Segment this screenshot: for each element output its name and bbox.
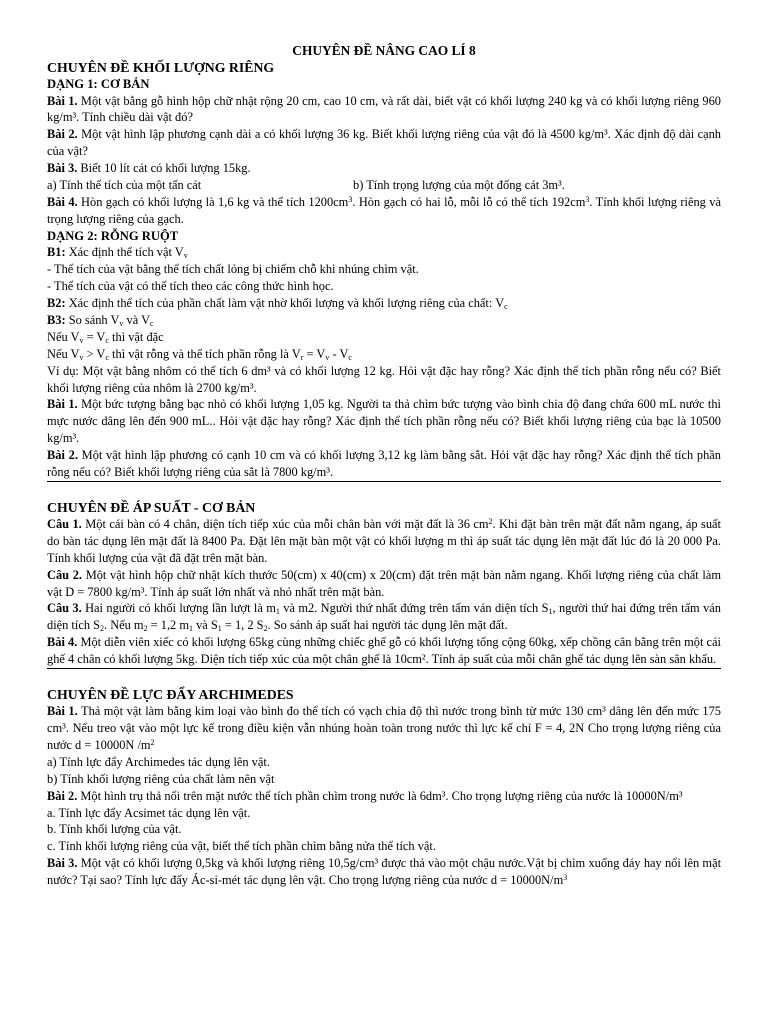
step-1-line-2: - Thể tích của vật có thể tích theo các công thức hình học. bbox=[47, 279, 334, 294]
section-gap bbox=[47, 669, 721, 686]
hollow-exercise-2: Bài 2. Một vật hình lập phương có cạnh 10 cm và có khối lượng 3,12 kg làm bằng sắt. Hỏi vật đặc hay rỗng? Xác định thể tích phần rỗng nếu có? Biết khối lượng riêng của sắt là 7800 kg/m³. bbox=[47, 447, 721, 482]
step-3: B3: So sánh $V_v$ và $V_c$ bbox=[47, 312, 154, 328]
archimedes-exercise-1: Bài 1. Thả một vật làm bằng kim loại vào bình đo thể tích có vạch chia độ thì nước trong bình từ mức 130 cm³ dâng lên đến mức 175 cm³. Nếu treo vật vào một lực kế trong điều kiện vẫn nhúng hoàn toàn trong nước thì lực kế chỉ F = 4, 2N Cho trọng lượng riêng của nước d = 10000N $/m^2$ bbox=[47, 704, 721, 752]
pressure-question-4: Bài 4. Một diễn viên xiếc có khối lượng 65kg cùng những chiếc ghế gỗ có khối lượng tổng cộng 60kg, xếp chồng cân bằng trên một cái ghế 4 chân có khối lượng 5kg. Diện tích tiếp xúc của một chân ghế là 10cm². Tính áp suất của mỗi chân ghế tác dụng lên sàn sân khấu. bbox=[47, 634, 721, 669]
pressure-question-1: Câu 1. Một cái bàn có 4 chân, diện tích tiếp xúc của mỗi chân bàn với mặt đất là 36 $cm^2$. Khi đặt bàn trên mặt đất nằm ngang, áp suất do bàn tác dụng lên mặt đất là 8400 Pa. Đặt lên mặt bàn một vật có khối lượng m thì áp suất tác dụng lên mặt đất lúc đó là 20 000 Pa. Tính khối lượng của vật đã đặt trên mặt bàn. bbox=[47, 516, 721, 565]
section-heading-density: CHUYÊN ĐỀ KHỐI LƯỢNG RIÊNG bbox=[47, 60, 275, 75]
exercise-2: Bài 2. Một vật hình lập phương cạnh dài a có khối lượng 36 kg. Biết khối lượng riêng của vật đó là 4500 kg/m³. Xác định độ dài cạnh của vật? bbox=[47, 127, 722, 159]
exercise-1: Bài 1. Một vật bằng gỗ hình hộp chữ nhật rộng 20 cm, cao 10 cm, và rất dài, biết vật có khối lượng 240 kg và có khối lượng riêng 960 kg/m³. Tính chiều dài vật đó? bbox=[47, 93, 721, 125]
hollow-exercise-1: Bài 1. Một bức tượng bằng bạc nhỏ có khối lượng 1,05 kg. Người ta thả chìm bức tượng vào bình chia độ đang chứa 600 mL nước thì mực nước dâng lên đến 900 mL.. Hỏi vật đặc hay rỗng? Xác định thể tích phần rỗng nếu có? Biết khối lượng riêng của bạc là 10500 kg/m³. bbox=[47, 397, 721, 446]
section-heading-archimedes: CHUYÊN ĐỀ LỰC ĐẨY ARCHIMEDES bbox=[47, 687, 294, 703]
archimedes-exercise-2-a: a. Tính lực đẩy Acsimet tác dụng lên vật. bbox=[47, 805, 251, 820]
step-1: B1: Xác định thể tích vật $V_v$ bbox=[47, 245, 188, 261]
exercise-4: Bài 4. Hòn gạch có khối lượng là 1,6 kg và thể tích $1200cm^3$. Hòn gạch có hai lỗ, mỗi lỗ có thể tích $192cm^3$. Tính khối lượng riêng và trọng lượng riêng của gạch. bbox=[47, 194, 721, 226]
exercise-3-questions bbox=[47, 177, 721, 194]
question-a: a) Tính thể tích của một tấn cát bbox=[47, 178, 202, 193]
exercise-3: Bài 3. Biết 10 lít cát có khối lượng 15kg. bbox=[47, 161, 251, 176]
compare-hollow: Nếu $V_v > V_c$ thì vật rỗng và thể tích phần rỗng là $V_r = V_v - V_c$ bbox=[47, 346, 352, 362]
pressure-question-2: Câu 2. Một vật hình hộp chữ nhật kích thước 50(cm) x 40(cm) x 20(cm) đặt trên mặt bàn nằm ngang. Khối lượng riêng của chất làm vật D = 7800 kg/m³. Tính áp suất lớn nhất và nhỏ nhất trên mặt bàn. bbox=[47, 567, 721, 599]
archimedes-exercise-1-a: a) Tính lực đẩy Archimedes tác dụng lên vật. bbox=[47, 754, 270, 769]
question-b: b) Tính trọng lượng của một đống cát 3m³. bbox=[353, 178, 565, 193]
document-title: CHUYÊN ĐỀ NÂNG CAO LÍ 8 bbox=[292, 43, 476, 58]
subheading-hollow: DẠNG 2: RỖNG RUỘT bbox=[47, 228, 179, 243]
archimedes-exercise-2-b: b. Tính khối lượng của vật. bbox=[47, 822, 182, 837]
example: Ví dụ: Một vật bằng nhôm có thể tích 6 dm³ và có khối lượng 12 kg. Hỏi vật đặc hay rỗng? Xác định thể tích phần rỗng nếu có? Biết khối lượng riêng của nhôm là 2700 kg/m³. bbox=[47, 363, 721, 395]
archimedes-exercise-3: Bài 3. Một vật có khối lượng 0,5kg và khối lượng riêng 10,5g/cm³ được thả vào một chậu nước.Vật bị chìm xuống đáy hay nổi lên mặt nước? Tại sao? Tính lực đẩy Ác-si-mét tác dụng lên vật. Cho trọng lượng riêng của nước $d = 10000N/m^3$ bbox=[47, 856, 722, 888]
archimedes-exercise-1-b: b) Tính khối lượng riêng của chất làm nên vật bbox=[47, 771, 275, 786]
section-gap bbox=[47, 482, 721, 499]
archimedes-exercise-2: Bài 2. Một hình trụ thả nổi trên mặt nước thể tích phần chìm trong nước là 6dm³. Cho trọng lượng riêng của nước là 10000N/m³ bbox=[47, 788, 683, 803]
step-2: B2: Xác định thể tích của phần chất làm vật nhờ khối lượng và khối lượng riêng của chất: $V_c$ bbox=[47, 295, 508, 311]
subheading-basic: DẠNG 1: CƠ BẢN bbox=[47, 77, 150, 91]
compare-solid: Nếu $V_v = V_c$ thì vật đặc bbox=[47, 329, 164, 345]
section-heading-pressure: CHUYÊN ĐỀ ÁP SUẤT - CƠ BẢN bbox=[47, 499, 256, 515]
archimedes-exercise-2-c: c. Tính khối lượng riêng của vật, biết thể tích phần chìm bằng nửa thể tích vật. bbox=[47, 839, 436, 854]
pressure-question-3: Câu 3. Hai người có khối lượng lần lượt là $m_1$ và m2. Người thứ nhất đứng trên tấm ván diện tích $S_1$, người thứ hai đứng trên tấm ván diện tích $S_2$. Nếu $m_2 = 1,2$ $m_1$ và $S_1 = 1$, 2 $S_2$. So sánh áp suất hai người tác dụng lên mặt đất. bbox=[47, 601, 721, 634]
step-1-line-1: - Thể tích của vật bằng thể tích chất lỏng bị chiếm chỗ khi nhúng chìm vật. bbox=[47, 262, 419, 277]
